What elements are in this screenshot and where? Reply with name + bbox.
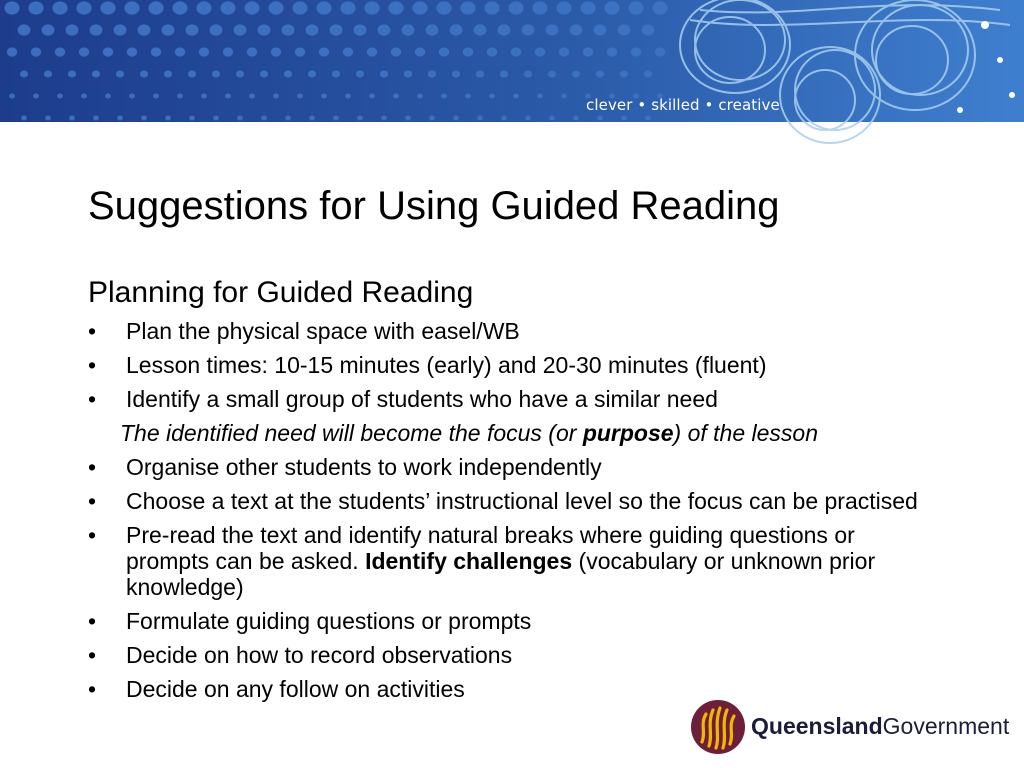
banner-dot <box>285 116 291 121</box>
banner-dot <box>164 70 172 77</box>
queensland-government-logo <box>688 698 1010 756</box>
banner-dot <box>129 93 135 98</box>
banner-dot <box>583 47 593 56</box>
banner-dot <box>321 93 327 98</box>
banner-dot <box>175 47 185 56</box>
list-item: • Decide on how to record observations <box>88 642 513 668</box>
banner-dot <box>273 93 279 98</box>
banner-dot <box>604 1 619 14</box>
banner-dot <box>68 70 76 77</box>
banner-dot <box>100 1 115 14</box>
banner-dot <box>532 1 547 14</box>
banner-dot <box>7 47 17 56</box>
banner-dot <box>501 116 507 121</box>
banner-dot <box>415 47 425 56</box>
banner-dot <box>282 24 295 35</box>
list-item: • Pre-read the text and identify natural breaks where guiding questions or prompts can be asked. Identify challenges (vocabulary or unknown prior knowledge) <box>88 522 876 600</box>
banner-dot <box>223 47 233 56</box>
banner-dot <box>309 116 315 121</box>
banner-dot <box>340 1 355 14</box>
banner-dot <box>105 93 111 98</box>
logo-wordmark: QueenslandGovernment <box>751 713 1010 739</box>
banner-dot <box>393 93 399 98</box>
bullet-list <box>88 318 928 710</box>
banner-dot <box>234 24 247 35</box>
list-item: • Decide on any follow on activities <box>88 676 465 702</box>
tagline: clever • skilled • creative <box>586 96 780 114</box>
banner-dot <box>570 24 583 35</box>
banner-dot <box>165 116 171 121</box>
banner-dot <box>319 47 329 56</box>
banner-dot <box>237 116 243 121</box>
banner-dot <box>55 47 65 56</box>
banner-dot <box>453 116 459 121</box>
banner-dot <box>388 1 403 14</box>
banner-dot <box>594 24 607 35</box>
banner-dot <box>439 47 449 56</box>
bullet-icon: • <box>88 676 97 702</box>
banner-dot <box>20 70 28 77</box>
banner-dot <box>258 24 271 35</box>
banner-dot <box>153 93 159 98</box>
banner-dot <box>18 24 31 35</box>
banner-dot <box>93 116 99 121</box>
banner-dot <box>116 70 124 77</box>
banner-dot <box>343 47 353 56</box>
banner-dot <box>295 47 305 56</box>
header-banner <box>0 0 1024 122</box>
banner-dot <box>261 116 267 121</box>
banner-dot <box>463 47 473 56</box>
banner-dot <box>508 1 523 14</box>
banner-dot <box>31 47 41 56</box>
banner-dot <box>124 1 139 14</box>
banner-dot <box>172 1 187 14</box>
banner-dot <box>196 1 211 14</box>
banner-dot <box>103 47 113 56</box>
banner-dot <box>260 70 268 77</box>
banner-dot <box>92 70 100 77</box>
banner-dot <box>45 116 51 121</box>
banner-dot <box>618 24 631 35</box>
banner-dot <box>655 47 665 56</box>
banner-dot <box>42 24 55 35</box>
banner-dot <box>525 116 531 121</box>
banner-dot <box>284 70 292 77</box>
bullet-icon: • <box>88 488 97 514</box>
banner-dot <box>140 70 148 77</box>
queensland-emblem-icon <box>688 698 748 756</box>
banner-dot <box>596 70 604 77</box>
banner-dot <box>500 70 508 77</box>
banner-dot <box>186 24 199 35</box>
banner-dot <box>474 24 487 35</box>
banner-dot <box>380 70 388 77</box>
banner-dot <box>114 24 127 35</box>
banner-dot <box>548 70 556 77</box>
bullet-icon: • <box>88 642 97 668</box>
banner-dot <box>308 70 316 77</box>
banner-background <box>0 0 1024 122</box>
banner-dot <box>236 70 244 77</box>
banner-dot <box>21 116 27 121</box>
banner-dot <box>412 1 427 14</box>
banner-dot <box>271 47 281 56</box>
banner-dot <box>33 93 39 98</box>
bullet-icon: • <box>88 522 97 548</box>
banner-dot <box>189 116 195 121</box>
banner-dot <box>357 116 363 121</box>
banner-dot <box>332 70 340 77</box>
banner-dot <box>57 93 63 98</box>
banner-dot <box>306 24 319 35</box>
banner-dot <box>452 70 460 77</box>
banner-dot <box>628 1 643 14</box>
bullet-icon: • <box>88 608 97 634</box>
banner-dot <box>148 1 163 14</box>
banner-dot <box>292 1 307 14</box>
banner-dot <box>537 93 543 98</box>
banner-dot <box>333 116 339 121</box>
banner-dot <box>90 24 103 35</box>
banner-dot <box>28 1 43 14</box>
banner-dot <box>561 93 567 98</box>
banner-dot <box>621 116 627 121</box>
list-item: • Plan the physical space with easel/WB <box>88 318 520 344</box>
banner-dot <box>220 1 235 14</box>
banner-dot <box>141 116 147 121</box>
banner-dot <box>201 93 207 98</box>
banner-dot <box>556 1 571 14</box>
banner-dot <box>428 70 436 77</box>
banner-dot <box>330 24 343 35</box>
banner-dot <box>247 47 257 56</box>
slide-title: Suggestions for Using Guided Reading <box>88 184 780 228</box>
bullet-icon: • <box>88 454 97 480</box>
banner-dot <box>620 70 628 77</box>
banner-dot <box>117 116 123 121</box>
banner-dot <box>441 93 447 98</box>
banner-dot <box>44 70 52 77</box>
list-item: • Formulate guiding questions or prompts <box>88 608 532 634</box>
banner-dot <box>476 70 484 77</box>
list-item: • Choose a text at the students’ instructional level so the focus can be practised <box>88 488 918 514</box>
banner-dot <box>212 70 220 77</box>
banner-dot <box>297 93 303 98</box>
banner-dot <box>645 116 651 121</box>
banner-dot <box>607 47 617 56</box>
banner-dot <box>249 93 255 98</box>
banner-dot <box>484 1 499 14</box>
banner-dot <box>76 1 91 14</box>
banner-dot <box>127 47 137 56</box>
banner-dot <box>522 24 535 35</box>
banner-dot <box>381 116 387 121</box>
banner-dot <box>450 24 463 35</box>
banner-dot <box>81 93 87 98</box>
banner-dot <box>404 70 412 77</box>
banner-dot <box>546 24 559 35</box>
banner-dot <box>436 1 451 14</box>
banner-dot <box>177 93 183 98</box>
purpose-note: The identified need will become the focus (or purpose) of the lesson <box>120 420 819 446</box>
banner-dot <box>549 116 555 121</box>
banner-dot <box>572 70 580 77</box>
banner-dot <box>465 93 471 98</box>
banner-dot <box>162 24 175 35</box>
banner-dot <box>489 93 495 98</box>
banner-dot <box>378 24 391 35</box>
banner-dot <box>244 1 259 14</box>
banner-dot <box>356 70 364 77</box>
banner-dot <box>631 47 641 56</box>
banner-dot <box>354 24 367 35</box>
banner-dot <box>642 24 655 35</box>
banner-dot <box>367 47 377 56</box>
banner-dot <box>199 47 209 56</box>
banner-dot <box>417 93 423 98</box>
banner-dot <box>402 24 415 35</box>
banner-dot <box>225 93 231 98</box>
banner-dot <box>345 93 351 98</box>
banner-dot <box>213 116 219 121</box>
banner-dot <box>268 1 283 14</box>
banner-dot <box>364 1 379 14</box>
banner-dot <box>69 116 75 121</box>
bullet-icon: • <box>88 318 97 344</box>
banner-dot <box>188 70 196 77</box>
banner-dot <box>498 24 511 35</box>
list-item: • Identify a small group of students who have a similar need <box>88 386 718 412</box>
list-item: • Organise other students to work independently <box>88 454 602 480</box>
banner-dot <box>511 47 521 56</box>
banner-dot <box>79 47 89 56</box>
banner-dot <box>138 24 151 35</box>
banner-dot <box>369 93 375 98</box>
banner-dot <box>573 116 579 121</box>
banner-dot <box>487 47 497 56</box>
section-subheading: Planning for Guided Reading <box>88 276 474 309</box>
banner-dot <box>52 1 67 14</box>
banner-dot <box>66 24 79 35</box>
bullet-icon: • <box>88 352 97 378</box>
banner-dot <box>597 116 603 121</box>
banner-dot <box>460 1 475 14</box>
banner-dot <box>151 47 161 56</box>
banner-dot <box>9 93 15 98</box>
banner-dot <box>652 1 667 14</box>
banner-dot <box>580 1 595 14</box>
banner-dot <box>405 116 411 121</box>
banner-dot <box>316 1 331 14</box>
banner-dot <box>210 24 223 35</box>
bullet-icon: • <box>88 386 97 412</box>
banner-dot <box>477 116 483 121</box>
banner-dot <box>644 70 652 77</box>
banner-dot <box>535 47 545 56</box>
banner-dot <box>513 93 519 98</box>
list-item: • Lesson times: 10-15 minutes (early) and 20-30 minutes (fluent) <box>88 352 767 378</box>
banner-dot <box>4 1 19 14</box>
banner-dot <box>391 47 401 56</box>
banner-dot <box>559 47 569 56</box>
banner-dot <box>429 116 435 121</box>
banner-dot <box>426 24 439 35</box>
banner-dot <box>524 70 532 77</box>
